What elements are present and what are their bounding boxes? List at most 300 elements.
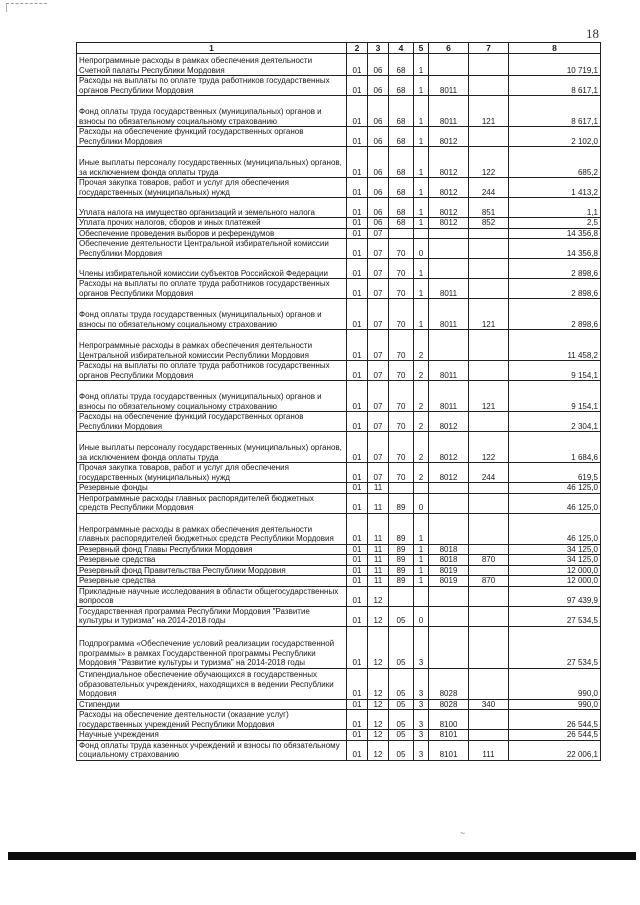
- cell-subprogram: 1: [414, 178, 429, 198]
- cell-program: [389, 228, 414, 239]
- cell-section: 01: [347, 76, 368, 96]
- cell-subsection: 07: [368, 228, 389, 239]
- table-row: [77, 127, 601, 147]
- cell-subsection: 11: [368, 565, 389, 576]
- cell-amount: 14 356,8: [509, 239, 601, 259]
- cell-expense-type: [469, 259, 509, 279]
- cell-amount: 2 304,1: [509, 412, 601, 432]
- cell-amount: 22 006,1: [509, 740, 601, 760]
- cell-section: 01: [347, 513, 368, 544]
- cell-subsection: 07: [368, 299, 389, 330]
- cell-program: 70: [389, 299, 414, 330]
- cell-section: 01: [347, 299, 368, 330]
- cell-direction: [429, 483, 469, 494]
- cell-program: 05: [389, 699, 414, 710]
- cell-subprogram: 3: [414, 668, 429, 699]
- cell-subprogram: 1: [414, 76, 429, 96]
- cell-section: 01: [347, 432, 368, 463]
- cell-program: 70: [389, 432, 414, 463]
- cell-amount: 8 617,1: [509, 76, 601, 96]
- cell-section: 01: [347, 381, 368, 412]
- footer-mark: ~: [460, 828, 466, 838]
- cell-program: 05: [389, 710, 414, 730]
- cell-direction: 8100: [429, 710, 469, 730]
- cell-program: 70: [389, 463, 414, 483]
- cell-subsection: 07: [368, 463, 389, 483]
- cell-expense-type: 852: [469, 218, 509, 229]
- cell-description: Подпрограмма «Обеспечение условий реализации государственной программы» в рамках Государственной программы Республики Мордовия "Развитие культуры и туризма" на 2014-2018 годы: [77, 626, 347, 668]
- cell-section: 01: [347, 239, 368, 259]
- header-cell-section: 2: [347, 43, 368, 54]
- cell-amount: 10 719,1: [509, 54, 601, 76]
- cell-section: 01: [347, 259, 368, 279]
- table-row: [77, 96, 601, 127]
- table-row: [77, 544, 601, 555]
- cell-expense-type: 121: [469, 381, 509, 412]
- cell-subsection: 07: [368, 279, 389, 299]
- cell-subsection: 07: [368, 432, 389, 463]
- cell-expense-type: [469, 730, 509, 741]
- cell-subsection: 06: [368, 54, 389, 76]
- cell-description: Расходы на выплаты по оплате труда работников государственных органов Республики Мордовия: [77, 76, 347, 96]
- table-row: [77, 606, 601, 626]
- cell-description: Научные учреждения: [77, 730, 347, 741]
- table-row: [77, 555, 601, 566]
- cell-subprogram: 1: [414, 198, 429, 218]
- cell-description: Фонд оплаты труда государственных (муниципальных) органов и взносы по обязательному социальному страхованию: [77, 381, 347, 412]
- cell-section: 01: [347, 361, 368, 381]
- table-row: [77, 432, 601, 463]
- cell-section: 01: [347, 127, 368, 147]
- cell-direction: [429, 606, 469, 626]
- cell-subprogram: [414, 228, 429, 239]
- table-row: [77, 576, 601, 587]
- cell-section: 01: [347, 565, 368, 576]
- cell-description: Иные выплаты персоналу государственных (муниципальных) органов, за исключением фонда оплаты труда: [77, 432, 347, 463]
- cell-expense-type: [469, 330, 509, 361]
- cell-expense-type: [469, 412, 509, 432]
- cell-expense-type: [469, 493, 509, 513]
- cell-expense-type: [469, 228, 509, 239]
- cell-subsection: 11: [368, 544, 389, 555]
- cell-description: Прочая закупка товаров, работ и услуг для обеспечения государственных (муниципальных) нужд: [77, 463, 347, 483]
- cell-amount: 46 125,0: [509, 493, 601, 513]
- bottom-scan-bar: [8, 852, 636, 860]
- cell-expense-type: [469, 586, 509, 606]
- table-row: [77, 463, 601, 483]
- cell-section: 01: [347, 606, 368, 626]
- table-row: [77, 259, 601, 279]
- cell-program: 70: [389, 381, 414, 412]
- cell-subsection: 11: [368, 576, 389, 587]
- cell-direction: [429, 259, 469, 279]
- cell-description: Уплата налога на имущество организаций и земельного налога: [77, 198, 347, 218]
- cell-subsection: 11: [368, 513, 389, 544]
- cell-amount: 990,0: [509, 668, 601, 699]
- cell-direction: 8012: [429, 432, 469, 463]
- cell-direction: [429, 54, 469, 76]
- table-row: [77, 76, 601, 96]
- cell-expense-type: 340: [469, 699, 509, 710]
- cell-subsection: 07: [368, 239, 389, 259]
- cell-subsection: 07: [368, 259, 389, 279]
- table-row: [77, 513, 601, 544]
- cell-program: 70: [389, 259, 414, 279]
- cell-direction: 8012: [429, 412, 469, 432]
- cell-expense-type: [469, 483, 509, 494]
- cell-section: 01: [347, 555, 368, 566]
- cell-description: Резервный фонд Правительства Республики Мордовия: [77, 565, 347, 576]
- cell-description: Фонд оплаты труда казенных учреждений и взносы по обязательному социальному страхованию: [77, 740, 347, 760]
- cell-program: 70: [389, 239, 414, 259]
- table-row: [77, 361, 601, 381]
- cell-section: 01: [347, 54, 368, 76]
- cell-description: Фонд оплаты труда государственных (муниципальных) органов и взносы по обязательному социальному страхованию: [77, 299, 347, 330]
- table-row: [77, 586, 601, 606]
- cell-subprogram: 1: [414, 544, 429, 555]
- cell-subprogram: 0: [414, 239, 429, 259]
- cell-subprogram: 3: [414, 710, 429, 730]
- cell-direction: [429, 330, 469, 361]
- cell-subsection: 06: [368, 147, 389, 178]
- cell-amount: 34 125,0: [509, 555, 601, 566]
- table-row: [77, 483, 601, 494]
- cell-subprogram: 0: [414, 606, 429, 626]
- cell-amount: 46 125,0: [509, 483, 601, 494]
- cell-expense-type: 870: [469, 576, 509, 587]
- cell-expense-type: [469, 127, 509, 147]
- cell-description: Непрограммные расходы главных распорядителей бюджетных средств Республики Мордовия: [77, 493, 347, 513]
- cell-section: 01: [347, 730, 368, 741]
- cell-subprogram: 1: [414, 513, 429, 544]
- cell-expense-type: [469, 565, 509, 576]
- table-row: [77, 493, 601, 513]
- table-row: [77, 730, 601, 741]
- cell-description: Обеспечение проведения выборов и референдумов: [77, 228, 347, 239]
- cell-subprogram: 3: [414, 699, 429, 710]
- cell-direction: 8011: [429, 361, 469, 381]
- cell-amount: 46 125,0: [509, 513, 601, 544]
- cell-program: 89: [389, 544, 414, 555]
- cell-program: 89: [389, 555, 414, 566]
- cell-expense-type: [469, 606, 509, 626]
- cell-amount: 2 898,6: [509, 279, 601, 299]
- cell-section: 01: [347, 330, 368, 361]
- cell-description: Стипендиальное обеспечение обучающихся в государственных образовательных учреждениях, находящихся в ведении Республики Мордовия: [77, 668, 347, 699]
- cell-amount: 26 544,5: [509, 710, 601, 730]
- cell-section: 01: [347, 198, 368, 218]
- cell-expense-type: 122: [469, 432, 509, 463]
- cell-expense-type: 121: [469, 299, 509, 330]
- table-row: [77, 330, 601, 361]
- cell-description: Резервные фонды: [77, 483, 347, 494]
- cell-direction: 8019: [429, 576, 469, 587]
- table-row: [77, 147, 601, 178]
- header-cell-expense-type: 7: [469, 43, 509, 54]
- cell-subprogram: 2: [414, 361, 429, 381]
- cell-subprogram: 0: [414, 493, 429, 513]
- header-cell-description: 1: [77, 43, 347, 54]
- cell-section: 01: [347, 576, 368, 587]
- cell-expense-type: [469, 544, 509, 555]
- cell-program: 05: [389, 740, 414, 760]
- cell-program: 89: [389, 513, 414, 544]
- cell-section: 01: [347, 626, 368, 668]
- cell-section: 01: [347, 586, 368, 606]
- cell-subprogram: 2: [414, 432, 429, 463]
- cell-description: Резервные средства: [77, 555, 347, 566]
- cell-subsection: 12: [368, 699, 389, 710]
- cell-subsection: 06: [368, 218, 389, 229]
- cell-subsection: 12: [368, 730, 389, 741]
- cell-expense-type: [469, 626, 509, 668]
- cell-subsection: 06: [368, 76, 389, 96]
- cell-amount: 34 125,0: [509, 544, 601, 555]
- cell-direction: 8011: [429, 96, 469, 127]
- cell-program: 05: [389, 626, 414, 668]
- table-row: [77, 54, 601, 76]
- cell-program: 68: [389, 76, 414, 96]
- cell-program: 68: [389, 178, 414, 198]
- cell-subsection: 12: [368, 626, 389, 668]
- cell-subprogram: 1: [414, 279, 429, 299]
- cell-direction: 8012: [429, 147, 469, 178]
- cell-expense-type: 111: [469, 740, 509, 760]
- cell-program: [389, 586, 414, 606]
- cell-direction: 8012: [429, 198, 469, 218]
- cell-program: 89: [389, 576, 414, 587]
- cell-expense-type: 121: [469, 96, 509, 127]
- cell-section: 01: [347, 463, 368, 483]
- cell-expense-type: 122: [469, 147, 509, 178]
- cell-amount: 1 413,2: [509, 178, 601, 198]
- cell-subsection: 12: [368, 710, 389, 730]
- cell-amount: 619,5: [509, 463, 601, 483]
- cell-direction: [429, 239, 469, 259]
- cell-direction: 8012: [429, 218, 469, 229]
- cell-program: 70: [389, 279, 414, 299]
- cell-section: 01: [347, 279, 368, 299]
- table-row: [77, 381, 601, 412]
- table-row: [77, 626, 601, 668]
- table-row: [77, 668, 601, 699]
- header-cell-program: 4: [389, 43, 414, 54]
- cell-subprogram: 1: [414, 96, 429, 127]
- cell-description: Непрограммные расходы в рамках обеспечения деятельности Счетной палаты Республики Мордовия: [77, 54, 347, 76]
- cell-direction: 8012: [429, 127, 469, 147]
- cell-amount: 8 617,1: [509, 96, 601, 127]
- cell-subsection: 12: [368, 740, 389, 760]
- cell-program: 70: [389, 330, 414, 361]
- table-row: [77, 198, 601, 218]
- table-row: [77, 740, 601, 760]
- table-row: [77, 699, 601, 710]
- corner-scan-mark: [6, 3, 47, 12]
- cell-amount: 1 684,6: [509, 432, 601, 463]
- header-cell-subprogram: 5: [414, 43, 429, 54]
- cell-subprogram: 1: [414, 54, 429, 76]
- cell-direction: 8012: [429, 178, 469, 198]
- cell-amount: 2 898,6: [509, 259, 601, 279]
- cell-description: Расходы на обеспечение функций государственных органов Республики Мордовия: [77, 412, 347, 432]
- cell-expense-type: [469, 76, 509, 96]
- cell-subprogram: 1: [414, 259, 429, 279]
- cell-direction: [429, 586, 469, 606]
- cell-program: 70: [389, 412, 414, 432]
- header-cell-direction: 6: [429, 43, 469, 54]
- cell-expense-type: 244: [469, 178, 509, 198]
- cell-amount: 12 000,0: [509, 576, 601, 587]
- cell-direction: 8011: [429, 76, 469, 96]
- cell-subsection: 07: [368, 412, 389, 432]
- cell-description: Прочая закупка товаров, работ и услуг для обеспечения государственных (муниципальных) нужд: [77, 178, 347, 198]
- cell-subprogram: 3: [414, 730, 429, 741]
- cell-subprogram: 1: [414, 565, 429, 576]
- cell-section: 01: [347, 544, 368, 555]
- cell-direction: 8019: [429, 565, 469, 576]
- cell-section: 01: [347, 147, 368, 178]
- cell-description: Фонд оплаты труда государственных (муниципальных) органов и взносы по обязательному социальному страхованию: [77, 96, 347, 127]
- cell-direction: 8011: [429, 279, 469, 299]
- cell-description: Расходы на выплаты по оплате труда работников государственных органов Республики Мордовия: [77, 279, 347, 299]
- cell-amount: 2 898,6: [509, 299, 601, 330]
- cell-direction: 8018: [429, 544, 469, 555]
- cell-amount: 2,5: [509, 218, 601, 229]
- cell-program: 68: [389, 96, 414, 127]
- cell-subsection: 11: [368, 493, 389, 513]
- cell-amount: 26 544,5: [509, 730, 601, 741]
- cell-section: 01: [347, 483, 368, 494]
- cell-section: 01: [347, 668, 368, 699]
- cell-amount: 2 102,0: [509, 127, 601, 147]
- table-row: [77, 299, 601, 330]
- cell-amount: 12 000,0: [509, 565, 601, 576]
- table-row: [77, 218, 601, 229]
- cell-program: 68: [389, 218, 414, 229]
- cell-subsection: 06: [368, 127, 389, 147]
- cell-amount: 11 458,2: [509, 330, 601, 361]
- cell-subprogram: 1: [414, 299, 429, 330]
- cell-subprogram: [414, 586, 429, 606]
- cell-direction: 8028: [429, 668, 469, 699]
- cell-direction: 8012: [429, 463, 469, 483]
- table-body: [77, 54, 601, 761]
- cell-description: Обеспечение деятельности Центральной избирательной комиссии Республики Мордовия: [77, 239, 347, 259]
- table-row: [77, 279, 601, 299]
- cell-section: 01: [347, 96, 368, 127]
- cell-description: Резервные средства: [77, 576, 347, 587]
- cell-program: 68: [389, 198, 414, 218]
- table-row: [77, 228, 601, 239]
- cell-description: Уплата прочих налогов, сборов и иных платежей: [77, 218, 347, 229]
- cell-direction: [429, 626, 469, 668]
- cell-program: 70: [389, 361, 414, 381]
- cell-subsection: 12: [368, 668, 389, 699]
- cell-subprogram: 1: [414, 127, 429, 147]
- cell-section: 01: [347, 710, 368, 730]
- table-row: [77, 412, 601, 432]
- cell-subprogram: 1: [414, 576, 429, 587]
- cell-amount: 1,1: [509, 198, 601, 218]
- cell-expense-type: 870: [469, 555, 509, 566]
- header-cell-amount: 8: [509, 43, 601, 54]
- cell-description: Иные выплаты персоналу государственных (муниципальных) органов, за исключением фонда оплаты труда: [77, 147, 347, 178]
- cell-subsection: 07: [368, 361, 389, 381]
- cell-direction: 8018: [429, 555, 469, 566]
- cell-subsection: 12: [368, 586, 389, 606]
- cell-description: Расходы на обеспечение функций государственных органов Республики Мордовия: [77, 127, 347, 147]
- cell-amount: 27 534,5: [509, 626, 601, 668]
- cell-description: Непрограммные расходы в рамках обеспечения деятельности Центральной избирательной комиссии Республики Мордовия: [77, 330, 347, 361]
- cell-expense-type: [469, 239, 509, 259]
- cell-program: 68: [389, 127, 414, 147]
- budget-table: [76, 42, 601, 761]
- cell-subsection: 12: [368, 606, 389, 626]
- table-row: [77, 239, 601, 259]
- table-row: [77, 710, 601, 730]
- cell-description: Расходы на выплаты по оплате труда работников государственных органов Республики Мордовия: [77, 361, 347, 381]
- cell-expense-type: [469, 54, 509, 76]
- cell-expense-type: [469, 279, 509, 299]
- cell-description: Резервный фонд Главы Республики Мордовия: [77, 544, 347, 555]
- cell-expense-type: [469, 668, 509, 699]
- cell-subsection: 07: [368, 381, 389, 412]
- cell-program: 05: [389, 606, 414, 626]
- cell-amount: 9 154,1: [509, 361, 601, 381]
- cell-subsection: 11: [368, 483, 389, 494]
- cell-amount: 685,2: [509, 147, 601, 178]
- table-header: [77, 43, 601, 54]
- cell-subprogram: [414, 483, 429, 494]
- cell-program: 68: [389, 147, 414, 178]
- cell-expense-type: [469, 513, 509, 544]
- cell-amount: 27 534,5: [509, 606, 601, 626]
- cell-subsection: 07: [368, 330, 389, 361]
- cell-program: 89: [389, 493, 414, 513]
- cell-program: 89: [389, 565, 414, 576]
- cell-amount: 9 154,1: [509, 381, 601, 412]
- cell-direction: 8101: [429, 740, 469, 760]
- cell-section: 01: [347, 699, 368, 710]
- cell-subprogram: 2: [414, 381, 429, 412]
- cell-direction: 8011: [429, 381, 469, 412]
- cell-description: Прикладные научные исследования в области общегосударственных вопросов: [77, 586, 347, 606]
- cell-subsection: 06: [368, 96, 389, 127]
- cell-expense-type: [469, 710, 509, 730]
- cell-section: 01: [347, 218, 368, 229]
- cell-direction: [429, 228, 469, 239]
- cell-direction: [429, 513, 469, 544]
- cell-subprogram: 1: [414, 218, 429, 229]
- cell-amount: 14 356,8: [509, 228, 601, 239]
- cell-expense-type: [469, 361, 509, 381]
- cell-subprogram: 2: [414, 330, 429, 361]
- table-row: [77, 178, 601, 198]
- cell-description: Стипендии: [77, 699, 347, 710]
- cell-description: Расходы на обеспечение деятельности (оказание услуг) государственных учреждений Республики Мордовия: [77, 710, 347, 730]
- cell-program: 05: [389, 730, 414, 741]
- cell-description: Государственная программа Республики Мордовия "Развитие культуры и туризма" на 2014-2018 годы: [77, 606, 347, 626]
- cell-subsection: 06: [368, 178, 389, 198]
- cell-amount: 97 439,9: [509, 586, 601, 606]
- cell-amount: 990,0: [509, 699, 601, 710]
- cell-section: 01: [347, 493, 368, 513]
- cell-subprogram: 3: [414, 626, 429, 668]
- table-row: [77, 565, 601, 576]
- cell-section: 01: [347, 228, 368, 239]
- cell-description: Члены избирательной комиссии субъектов Российской Федерации: [77, 259, 347, 279]
- cell-subprogram: 2: [414, 412, 429, 432]
